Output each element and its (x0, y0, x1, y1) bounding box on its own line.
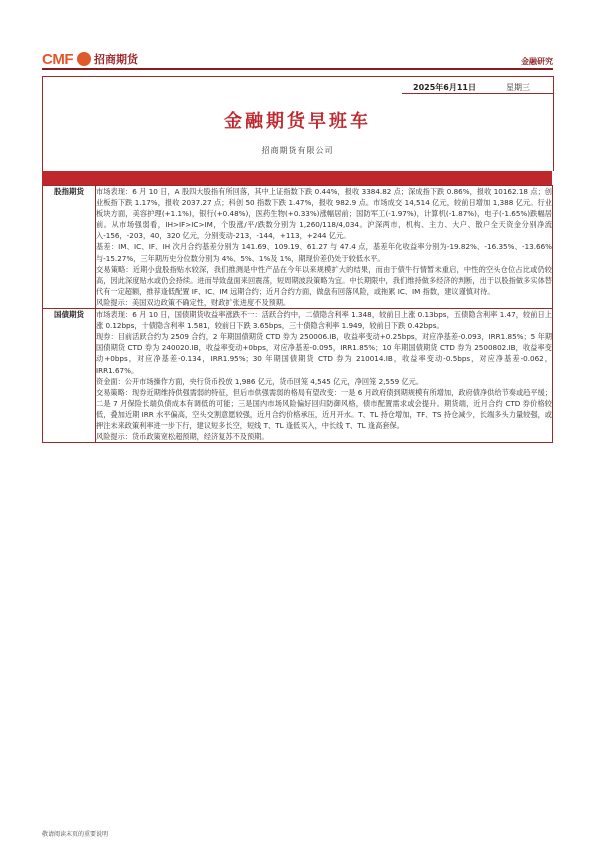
report-date: 2025年6月11日 (413, 83, 476, 92)
risk-text: 风险提示：美国双边政策不确定性，财政扩张进度不及预期。 (96, 297, 291, 307)
footer-disclaimer: 敬请阅读末页的重要说明 (42, 831, 109, 838)
logo-text: CMF (42, 50, 73, 68)
header-divider (42, 68, 553, 70)
spot-bonds-text: 现券：目前活跃合约为 2509 合约，2 年期国债期货 CTD 券为 250006.IB，收益率变动+0.25bps，对应净基差-0.093，IRR1.85%；5 年期国债期货 CTD 券为 240020.IB，收益率变动+0bps，对应净基差-0.095，IRR1.85%；10 年期国债期货 CTD 券为 2500802.IB，收益率变动+0bps，对应净基差-0.134，IRR1.95%；30 年期国债期货 CTD 券为 210014.IB，收益率变动-0.5bps，对应净基差-0.062，IRR1.67%。 (96, 332, 552, 375)
date-underline (402, 93, 553, 94)
market-performance-text: 市场表现：6 月 10 日，A 股四大股指有所回落，其中上证指数下跌 0.44%，报收 3384.82 点；深成指下跌 0.86%，报收 10162.18 点；创业板指下跌 1.17%，报收 2037.27 点；科创 50 指数下跌 1.47%，报收 982.9 点。市场成交 14,514 亿元，较前日增加 1,388 亿元。行业板块方面，美容护理(+1.1%)，银行(+0.48%)，医药生物(+0.33%)涨幅居前；国防军工(-1.97%)，计算机(-1.87%)，电子(-1.65%)跌幅居前。从市场强弱看，IH>IF>IC>IM，个股涨/平/跌数分别为 1,260/118/4,034。沪深两市，机构、主力、大户、散户全天资金分别净流入-156，-203，40，320 亿元，分别变动-213，-144，+113，+244 亿元。 (96, 187, 552, 241)
report-type-label: 金融研究 (521, 57, 553, 66)
liquidity-text: 资金面：公开市场操作方面，央行货币投放 1,986 亿元，货币回笼 4,545 亿元，净回笼 2,559 亿元。 (96, 376, 424, 386)
basis-text: 基差：IM、IC、IF、IH 次月合约基差分别为 141.69、109.19、61.27 与 47.4 点，基差年化收益率分别为-19.82%、-16.35%、-13.66%与-15.27%，三年期历史分位数分别为 4%、5%、1%及 1%，期现价差仍处于较低水平。 (96, 242, 552, 263)
report-weekday: 星期三 (506, 83, 530, 92)
section-body (96, 186, 553, 309)
market-performance-text: 市场表现：6 月 10 日，国债期货收益率涨跌不一：活跃合约中，二债隐含利率 1.348，较前日上涨 0.13bps，五债隐含利率 1.47，较前日上涨 0.12bps，十债隐含利率 1.581，较前日下跌 3.65bps，三十债隐含利率 1.949，较前日下跌 0.42bps。 (96, 310, 552, 331)
strategy-text: 交易策略：现券近期维持供强需弱的特征，但后市供强需弱的格局有望改变：一是 6 月政府债到期规模有所增加，政府债净供给节奏或趋平缓；二是 7 月保险长端负债成本有调低的可能；三是国内市场风险偏好回归防御风格，债市配置需求或会提升。期货端，近月合约 CTD 券价格较低，叠加近期 IRR 水平偏高，空头交割意愿较强，近月合约价格承压，近月开水。T、TL 持仓增加，TF、TS 持仓减少，长端多头力量较强，或押注未来政策利率进一步下行，建议短多长空，短线 T、TL 逢低买入，中长线 T、TL 逢高套保。 (96, 387, 552, 430)
section-label: 国债期货 (43, 309, 96, 443)
strategy-text: 交易策略：近期小盘股指贴水较深，我们推测是中性产品在今年以来规模扩大的结果，而由于债牛行情暂未重启，中性的空头仓位占比或仍较高，因此深度贴水或仍会持续。进而导致盘面来回震荡，短周期波段策略为宜。中长期限中，我们维持做多经济的判断，出于以股指做多实体替代有一定超额，推荐逢低配置 IF、IC、IM 远期合约；近月合约方面，做盘有回落风险，或拖累 IC、IM 指数，建议谨慎对待。 (96, 264, 552, 296)
risk-text: 风险提示：货币政策宽松超预期，经济复苏不及预期。 (96, 432, 269, 442)
section-label: 股指期货 (43, 186, 96, 309)
company-logo (42, 51, 138, 67)
company-name: 招商期货有限公司 (261, 146, 334, 155)
page-title: 金融期货早班车 (224, 111, 371, 132)
section-row-treasury (43, 309, 553, 443)
logo-mark-icon (77, 52, 91, 66)
section-body (96, 309, 553, 443)
section-header-bar (42, 171, 552, 185)
content-table (42, 185, 553, 443)
logo-company-name: 招商期货 (94, 53, 138, 66)
section-row-stock-index (43, 186, 553, 309)
